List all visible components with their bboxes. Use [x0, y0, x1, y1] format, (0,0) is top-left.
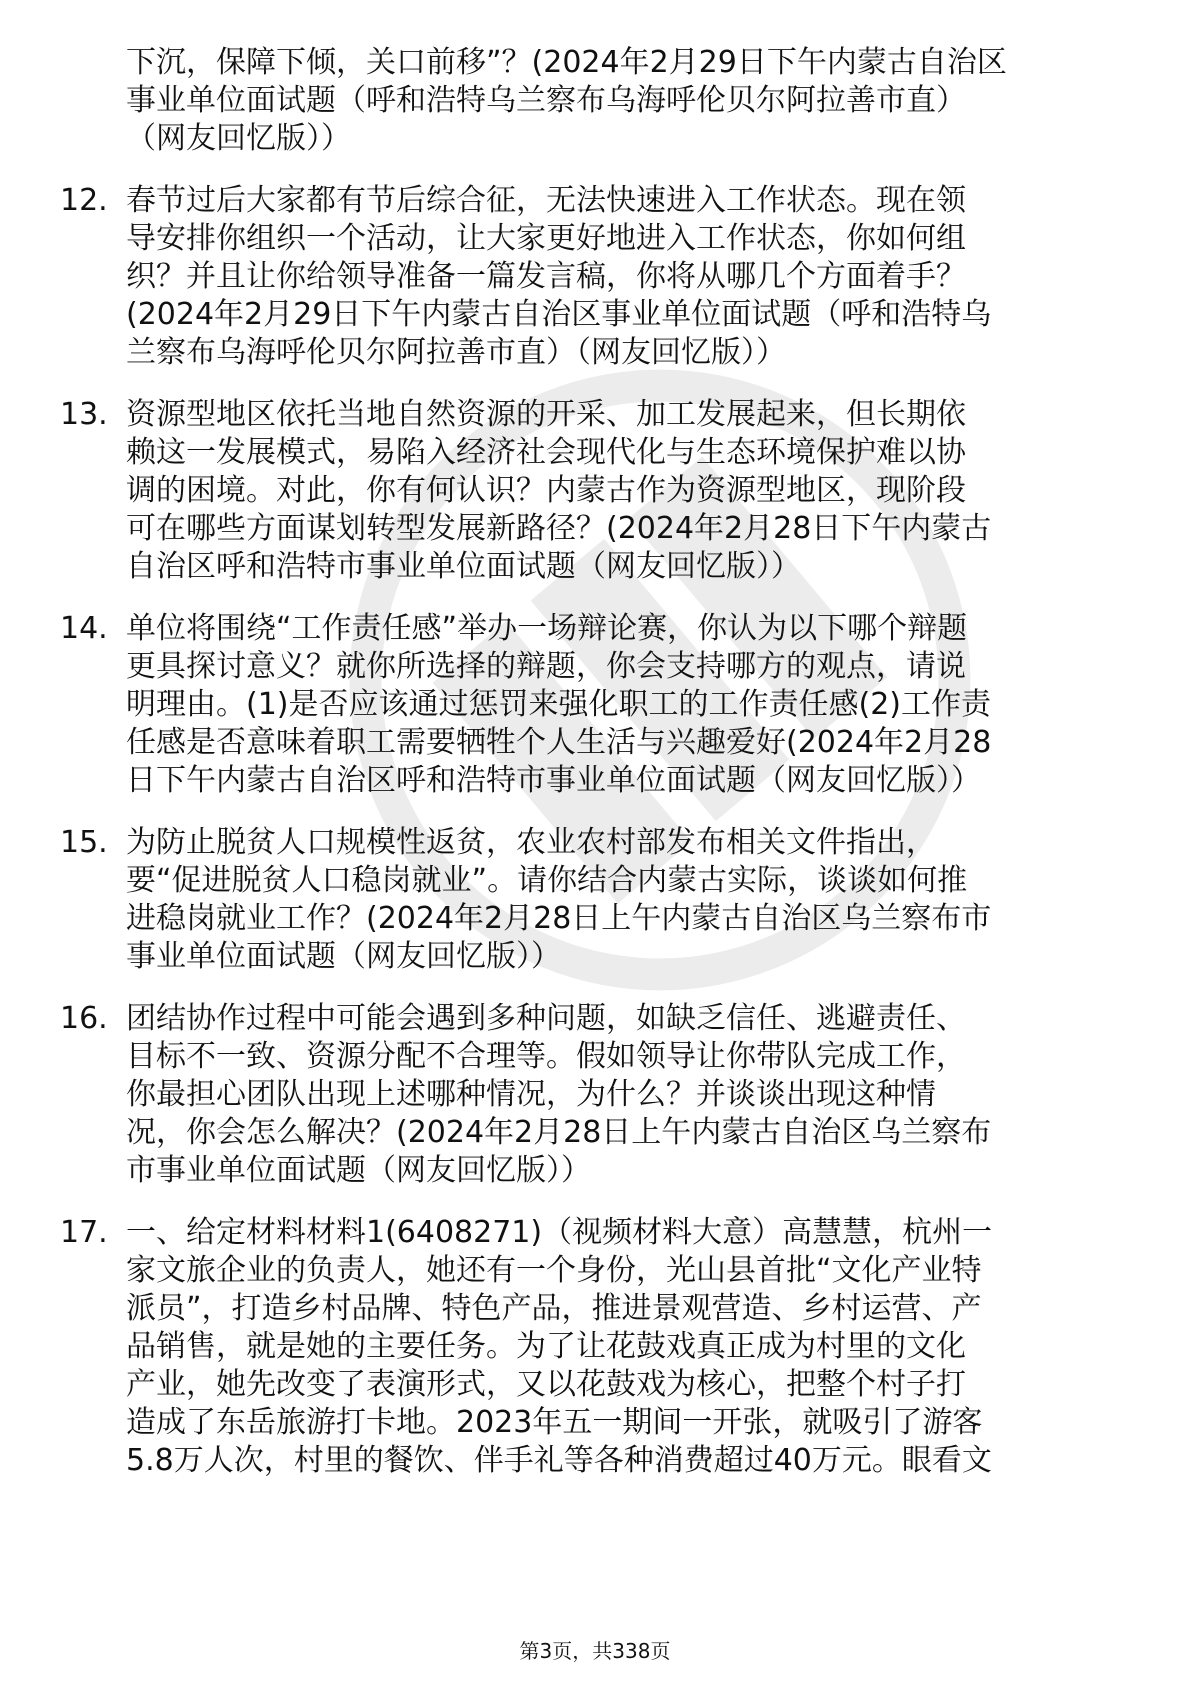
question-item-14: [60, 610, 1120, 800]
paragraph-line: 5.8万人次，村里的餐饮、伴手礼等各种消费超过40万元。眼看文: [126, 1443, 992, 1478]
question-text: [60, 182, 1120, 372]
question-number: 16.: [60, 1001, 108, 1036]
paragraph-line: 织？并且让你给领导准备一篇发言稿，你将从哪几个方面着手？: [126, 259, 966, 294]
paragraph-line: 团结协作过程中可能会遇到多种问题，如缺乏信任、逃避责任、: [126, 1001, 966, 1036]
page-number-footer: 第3页，共338页: [519, 1639, 671, 1663]
question-number: 14.: [60, 611, 108, 646]
paragraph-line: 可在哪些方面谋划转型发展新路径？(2024年2月28日下午内蒙古: [126, 511, 992, 546]
paragraph-line: （网友回忆版））: [126, 121, 351, 156]
paragraph-line: 调的困境。对此，你有何认识？内蒙古作为资源型地区，现阶段: [126, 473, 966, 508]
paragraph-line: 下沉，保障下倾，关口前移”？(2024年2月29日下午内蒙古自治区: [126, 45, 1007, 80]
question-text: [60, 824, 1120, 976]
paragraph-line: 派员”，打造乡村品牌、特色产品，推进景观营造、乡村运营、产: [126, 1291, 982, 1326]
question-item-12: [60, 182, 1120, 372]
question-text: [60, 1000, 1120, 1190]
question-text: [60, 610, 1120, 800]
question-text: [60, 1214, 1120, 1480]
question-item-17: [60, 1214, 1120, 1480]
paragraph-line: 春节过后大家都有节后综合征，无法快速进入工作状态。现在领: [126, 183, 966, 218]
continued-paragraph: [60, 44, 1120, 158]
question-text: [60, 396, 1120, 586]
paragraph-line: 家文旅企业的负责人，她还有一个身份，光山县首批“文化产业特: [126, 1253, 982, 1288]
paragraph-line: 明理由。(1)是否应该通过惩罚来强化职工的工作责任感(2)工作责: [126, 687, 991, 722]
paragraph-line: 进稳岗就业工作？(2024年2月28日上午内蒙古自治区乌兰察布市: [126, 901, 992, 936]
paragraph-line: 日下午内蒙古自治区呼和浩特市事业单位面试题（网友回忆版））: [126, 763, 981, 798]
paragraph-line: 造成了东岳旅游打卡地。2023年五一期间一开张，就吸引了游客: [126, 1405, 983, 1440]
paragraph-line: 单位将围绕“工作责任感”举办一场辩论赛，你认为以下哪个辩题: [126, 611, 968, 646]
paragraph-line: 要“促进脱贫人口稳岗就业”。请你结合内蒙古实际，谈谈如何推: [126, 863, 968, 898]
paragraph-line: 市事业单位面试题（网友回忆版））: [126, 1153, 591, 1188]
paragraph-line: 赖这一发展模式，易陷入经济社会现代化与生态环境保护难以协: [126, 435, 966, 470]
paragraph-line: 任感是否意味着职工需要牺牲个人生活与兴趣爱好(2024年2月28: [126, 725, 992, 760]
paragraph-line: (2024年2月29日下午内蒙古自治区事业单位面试题（呼和浩特乌: [126, 297, 992, 332]
question-list: [60, 44, 1120, 1480]
paragraph-line: 事业单位面试题（呼和浩特乌兰察布乌海呼伦贝尔阿拉善市直）: [126, 83, 966, 118]
paragraph-line: 品销售，就是她的主要任务。为了让花鼓戏真正成为村里的文化: [126, 1329, 966, 1364]
question-number: 15.: [60, 825, 108, 860]
paragraph-line: 产业，她先改变了表演形式，又以花鼓戏为核心，把整个村子打: [126, 1367, 966, 1402]
paragraph-line: 况，你会怎么解决？(2024年2月28日上午内蒙古自治区乌兰察布: [126, 1115, 992, 1150]
question-item-15: [60, 824, 1120, 976]
question-item-13: [60, 396, 1120, 586]
question-number: 17.: [60, 1215, 108, 1250]
paragraph-line: 事业单位面试题（网友回忆版））: [126, 939, 561, 974]
question-number: 12.: [60, 183, 108, 218]
paragraph-line: 更具探讨意义？就你所选择的辩题，你会支持哪方的观点，请说: [126, 649, 966, 684]
paragraph-line: 导安排你组织一个活动，让大家更好地进入工作状态，你如何组: [126, 221, 966, 256]
paragraph-line: 自治区呼和浩特市事业单位面试题（网友回忆版））: [126, 549, 801, 584]
question-number: 13.: [60, 397, 108, 432]
paragraph-line: 一、给定材料材料1(6408271)（视频材料大意）高慧慧，杭州一: [126, 1215, 993, 1250]
question-item-16: [60, 1000, 1120, 1190]
paragraph-line: 你最担心团队出现上述哪种情况，为什么？并谈谈出现这种情: [126, 1077, 936, 1112]
paragraph-line: 兰察布乌海呼伦贝尔阿拉善市直）（网友回忆版））: [126, 335, 786, 370]
paragraph-line: 为防止脱贫人口规模性返贫，农业农村部发布相关文件指出，: [126, 825, 936, 860]
paragraph-line: 目标不一致、资源分配不合理等。假如领导让你带队完成工作，: [126, 1039, 966, 1074]
paragraph-line: 资源型地区依托当地自然资源的开采、加工发展起来，但长期依: [126, 397, 966, 432]
